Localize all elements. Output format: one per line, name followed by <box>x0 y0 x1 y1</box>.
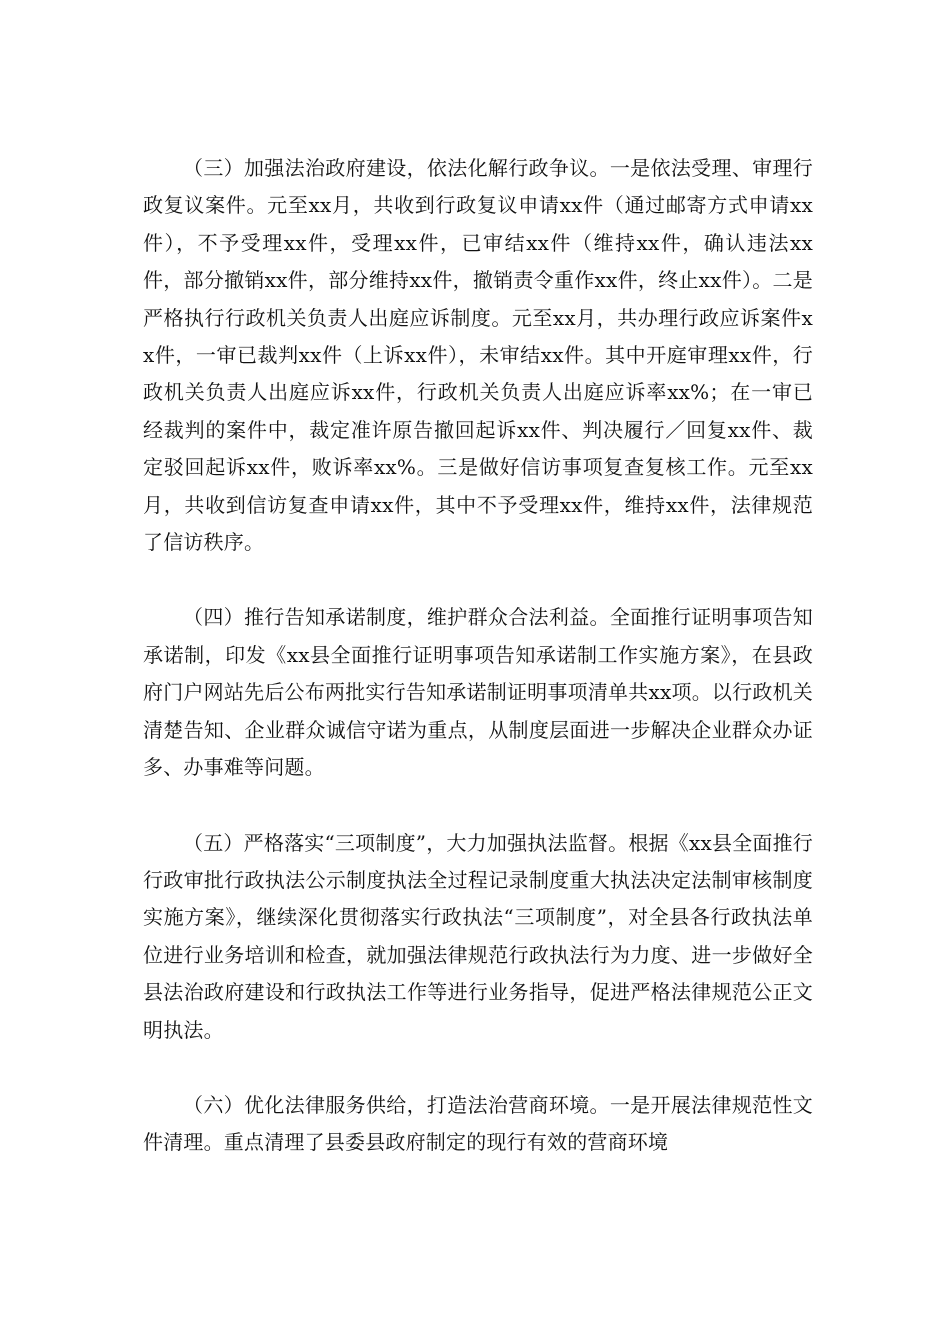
paragraph-section-6: （六）优化法律服务供给，打造法治营商环境。一是开展法律规范性文件清理。重点清理了县委县政府制定的现行有效的营商环境 <box>143 1092 813 1155</box>
paragraph-section-3: （三）加强法治政府建设，依法化解行政争议。一是依法受理、审理行政复议案件。元至xx月，共收到行政复议申请xx件（通过邮寄方式申请xx件），不予受理xx件，受理xx件，已审结xx件（维持xx件，确认违法xx件，部分撤销xx件，部分维持xx件，撤销责令重作xx件，终止xx件）。二是严格执行行政机关负责人出庭应诉制度。元至xx月，共办理行政应诉案件xx件，一审已裁判xx件（上诉xx件），未审结xx件。其中开庭审理xx件，行政机关负责人出庭应诉xx件，行政机关负责人出庭应诉率xx%；在一审已经裁判的案件中，裁定准许原告撤回起诉xx件、判决履行／回复xx件、裁定驳回起诉xx件，败诉率xx%。三是做好信访事项复查复核工作。元至xx月，共收到信访复查申请xx件，其中不予受理xx件，维持xx件，法律规范了信访秩序。 <box>143 156 813 555</box>
paragraph-section-5: （五）严格落实“三项制度”，大力加强执法监督。根据《xx县全面推行行政审批行政执法公示制度执法全过程记录制度重大执法决定法制审核制度实施方案》，继续深化贯彻落实行政执法“三项制度”，对全县各行政执法单位进行业务培训和检查，就加强法律规范行政执法行为力度、进一步做好全县法治政府建设和行政执法工作等进行业务指导，促进严格法律规范公正文明执法。 <box>143 830 813 1042</box>
paragraph-section-4: （四）推行告知承诺制度，维护群众合法利益。全面推行证明事项告知承诺制，印发《xx县全面推行证明事项告知承诺制工作实施方案》，在县政府门户网站先后公布两批实行告知承诺制证明事项清单共xx项。以行政机关清楚告知、企业群众诚信守诺为重点，从制度层面进一步解决企业群众办证多、办事难等问题。 <box>143 605 813 780</box>
document-body <box>143 150 813 1162</box>
